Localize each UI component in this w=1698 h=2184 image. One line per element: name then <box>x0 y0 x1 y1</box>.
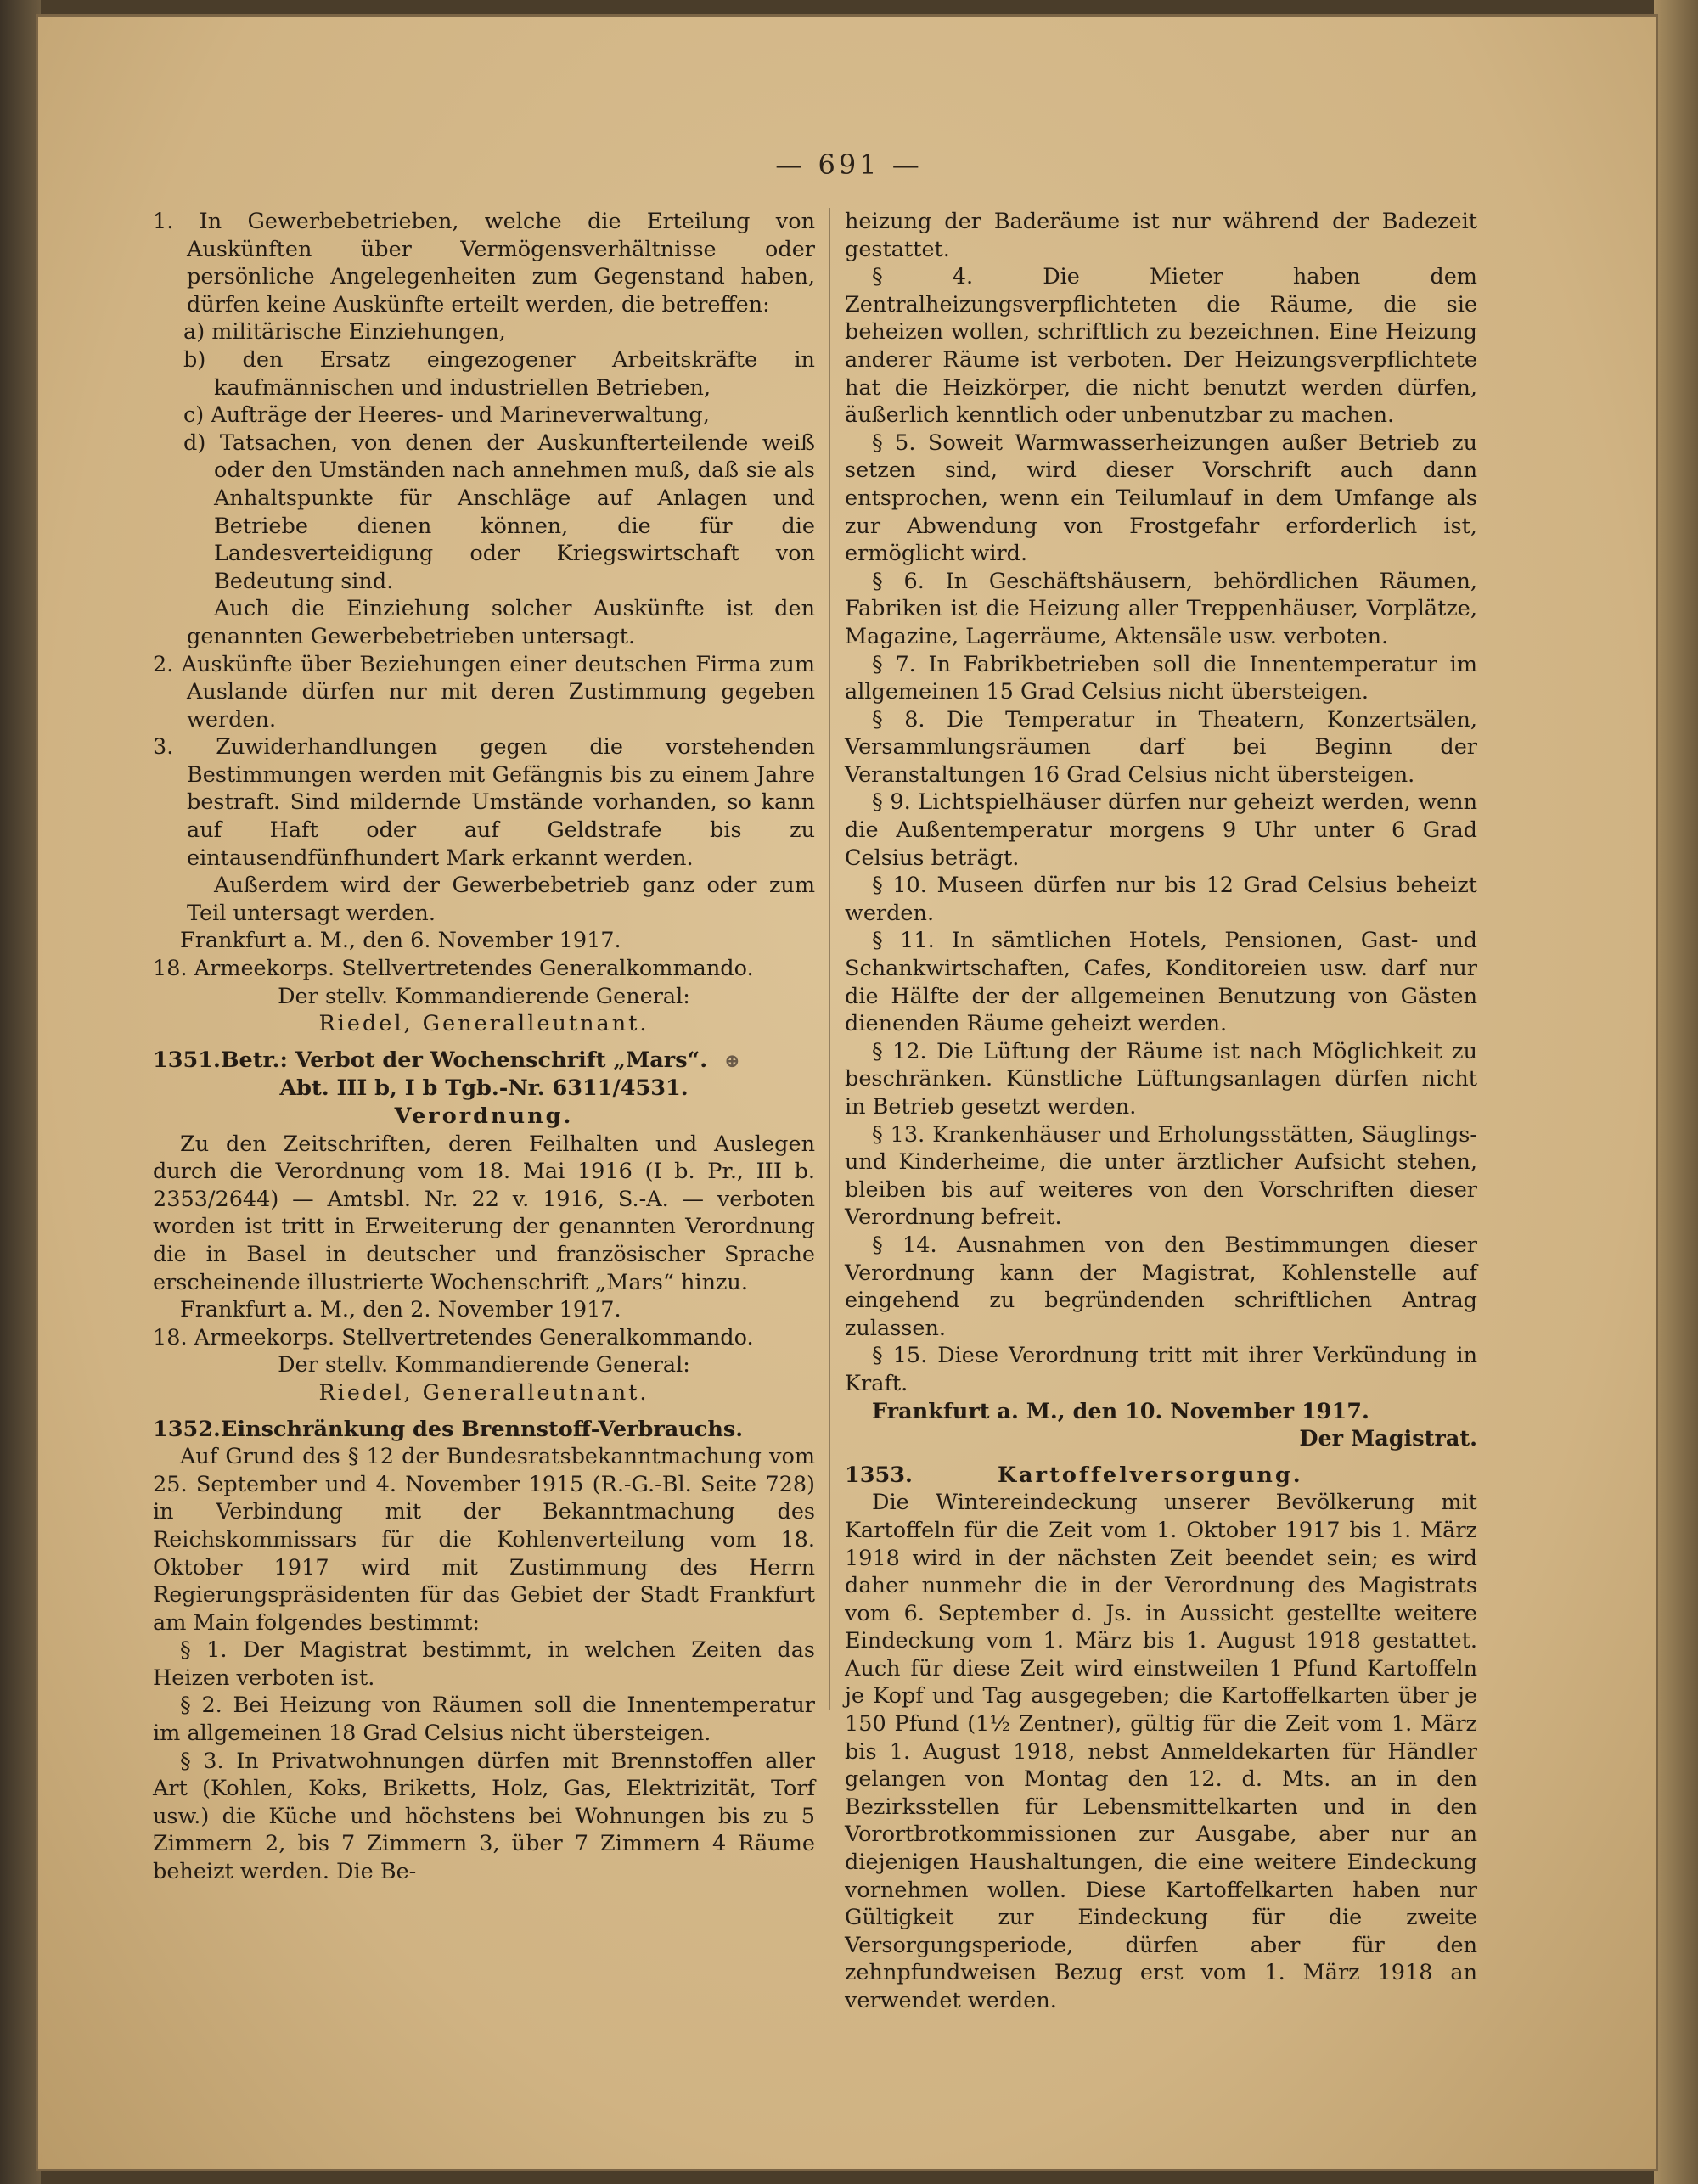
place-date-2: Frankfurt a. M., den 2. November 1917. <box>180 1297 621 1323</box>
paragraph-1353: Die Wintereindeckung unserer Bevölkerung mit Kartoffeln für die Zeit vom 1. Oktober 1917 bis 1. März 1918 wird in der nächsten Zeit beendet sein; es wird daher nunmehr die in der Verordnung des Magistrats vom 6. September d. Js. in Aussicht gestellte weitere Eindeckung vom 1. März bis 1. August 1918 gestattet. Auch für diese Zeit wird einstweilen 1 Pfund Kartoffeln je Kopf und Tag ausgegeben; die Kartoffelkarten über je 150 Pfund (1½ Zentner), gültig für die Zeit vom 1. März bis 1. August 1918, nebst Anmeldekarten für Händler gelangen von Montag den 12. d. Mts. an in den Bezirksstellen für Lebensmittelkarten und in den Vorortbrotkommissionen zur Ausgabe, aber nur an diejenigen Haushaltungen, die eine weitere Eindeckung vornehmen wollen. Diese Kartoffelkarten haben nur Gültigkeit zur Eindeckung für die zweite Versorgungsperiode, dürfen aber für den zehnpfundweisen Bezug erst vom 1. März 1918 an verwendet werden. <box>845 1490 1477 2013</box>
corps-line-1: 18. Armeekorps. Stellvertretendes Generalkommando. <box>153 956 754 982</box>
section-11: § 11. In sämtlichen Hotels, Pensionen, Gast- und Schankwirtschaften, Cafes, Konditoreien usw. darf nur die Hälfte der der allgemeinen Benutzung von Gästen dienenden Räume geheizt werden. <box>845 928 1477 1037</box>
page-number: — 691 — <box>775 149 923 181</box>
section-7: § 7. In Fabrikbetrieben soll die Innentemperatur im allgemeinen 15 Grad Celsius nicht übersteigen. <box>845 651 1477 705</box>
column-divider <box>829 208 830 1710</box>
section-1: § 1. Der Magistrat bestimmt, in welchen Zeiten das Heizen verboten ist. <box>153 1637 815 1691</box>
left-column <box>153 208 815 1886</box>
corps-line-2: 18. Armeekorps. Stellvertretendes Generalkommando. <box>153 1324 754 1350</box>
item-b: b) den Ersatz eingezogener Arbeitskräfte in kaufmännischen und industriellen Betrieben, <box>183 346 815 401</box>
signature-1: Riedel, Generalleutnant. <box>318 1011 649 1037</box>
section-14: § 14. Ausnahmen von den Bestimmungen dieser Verordnung kann der Magistrat, Kohlenstelle auf eingehend zu begründenden schriftlichen Antrag zulassen. <box>845 1232 1477 1341</box>
general-line-1: Der stellv. Kommandierende General: <box>278 983 690 1009</box>
section-8: § 8. Die Temperatur in Theatern, Konzertsälen, Versammlungsräumen darf bei Beginn der Veranstaltungen 16 Grad Celsius nicht übersteigen. <box>845 706 1477 788</box>
heading-1352-title: Einschränkung des Brennstoff-Verbrauchs. <box>221 1416 744 1442</box>
item-d: d) Tatsachen, von denen der Auskunfterteilende weiß oder den Umständen nach annehmen muß, daß sie als Anhaltspunkte für Anschläge auf Anlagen und Betriebe dienen können, die für die Landesverteidigung oder Kriegswirtschaft von Bedeutung sind. <box>183 430 815 594</box>
section-6: § 6. In Geschäftshäusern, behördlichen Räumen, Fabriken ist die Heizung aller Treppenhäuser, Vorplätze, Magazine, Lagerräume, Aktensäle usw. verboten. <box>845 568 1477 649</box>
book-spine <box>0 0 41 2184</box>
verordnung-title: Verordnung. <box>394 1103 574 1129</box>
paragraph-1: 1. In Gewerbebetrieben, welche die Erteilung von Auskünften über Vermögensverhältnisse oder persönliche Angelegenheiten zum Gegenstand haben, dürfen keine Auskünfte erteilt werden, die betreffen: <box>153 209 815 317</box>
section-2: § 2. Bei Heizung von Räumen soll die Innentemperatur im allgemeinen 18 Grad Celsius nicht übersteigen. <box>153 1693 815 1747</box>
general-line-2: Der stellv. Kommandierende General: <box>278 1352 690 1378</box>
section-15: § 15. Diese Verordnung tritt mit ihrer Verkündung in Kraft. <box>845 1343 1477 1396</box>
paragraph-3-note: Außerdem wird der Gewerbebetrieb ganz oder zum Teil untersagt werden. <box>187 873 815 926</box>
section-3: § 3. In Privatwohnungen dürfen mit Brennstoffen aller Art (Kohlen, Koks, Briketts, Holz, Gas, Elektrizität, Torf usw.) die Küche und höchstens bei Wohnungen bis zu 5 Zimmern 2, bis 7 Zimmern 3, über 7 Zimmern 4 Räume beheizt werden. Die Be- <box>153 1748 815 1885</box>
paragraph-1-note: Auch die Einziehung solcher Auskünfte ist den genannten Gewerbebetrieben untersagt. <box>187 596 815 649</box>
heading-1351-title: Betr.: Verbot der Wochenschrift „Mars“. <box>221 1047 708 1073</box>
place-date-3: Frankfurt a. M., den 10. November 1917. <box>872 1398 1369 1424</box>
heading-1351-number: 1351. <box>153 1047 221 1073</box>
paragraph-3: 3. Zuwiderhandlungen gegen die vorstehenden Bestimmungen werden mit Gefängnis bis zu einem Jahre bestraft. Sind mildernde Umstände vorhanden, so kann auf Haft oder auf Geldstrafe bis zu eintausendfünfhundert Mark erkannt werden. <box>153 734 815 871</box>
place-date-1: Frankfurt a. M., den 6. November 1917. <box>180 928 621 954</box>
reference-1351: Abt. III b, I b Tgb.-Nr. 6311/4531. <box>279 1075 689 1102</box>
section-12: § 12. Die Lüftung der Räume ist nach Möglichkeit zu beschränken. Künstliche Lüftungsanlagen dürfen nicht in Betrieb gesetzt werden. <box>845 1038 1477 1120</box>
heading-1353-title: Kartoffelversorgung. <box>998 1462 1303 1488</box>
item-a: a) militärische Einziehungen, <box>183 319 506 345</box>
signature-2: Riedel, Generalleutnant. <box>318 1379 649 1406</box>
heading-1353 <box>845 1462 1477 1490</box>
paragraph-2: 2. Auskünfte über Beziehungen einer deutschen Firma zum Auslande dürfen nur mit deren Zustimmung gegeben werden. <box>153 651 815 733</box>
page-edge <box>1654 0 1698 2184</box>
heading-1351 <box>153 1047 815 1075</box>
paragraph-1352: Auf Grund des § 12 der Bundesratsbekanntmachung vom 25. September und 4. November 1915 (R.-G.-Bl. Seite 728) in Verbindung mit der Bekanntmachung des Reichskommissars für die Kohlenverteilung vom 18. Oktober 1917 wird mit Zustimmung des Herrn Regierungspräsidenten für das Gebiet der Stadt Frankfurt am Main folgendes bestimmt: <box>153 1444 815 1636</box>
paragraph-1351: Zu den Zeitschriften, deren Feilhalten und Auslegen durch die Verordnung vom 18. Mai 1916 (I b. Pr., III b. 2353/2644) — Amtsbl. Nr. 22 v. 1916, S.-A. — verboten worden ist tritt in Erweiterung der genannten Verordnung die in Basel in deutscher und französischer Sprache erscheinende illustrierte Wochenschrift „Mars“ hinzu. <box>153 1131 815 1295</box>
heading-1352-number: 1352. <box>153 1416 221 1442</box>
stamp-icon: ⊕ <box>724 1049 740 1072</box>
signature-3: Der Magistrat. <box>1299 1426 1477 1452</box>
section-5: § 5. Soweit Warmwasserheizungen außer Betrieb zu setzen sind, wird dieser Vorschrift auch dann entsprochen, wenn ein Teilumlauf in dem Umfange als zur Abwendung von Frostgefahr erforderlich ist, ermöglicht wird. <box>845 430 1477 567</box>
right-column <box>845 208 1477 2015</box>
section-4: § 4. Die Mieter haben dem Zentralheizungsverpflichteten die Räume, die sie beheizen wollen, schriftlich zu bezeichnen. Eine Heizung anderer Räume ist verboten. Der Heizungsverpflichtete hat die Heizkörper, die nicht benutzt werden dürfen, äußerlich kenntlich oder unbenutzbar zu machen. <box>845 264 1477 429</box>
section-9: § 9. Lichtspielhäuser dürfen nur geheizt werden, wenn die Außentemperatur morgens 9 Uhr unter 6 Grad Celsius beträgt. <box>845 789 1477 871</box>
heading-1353-number: 1353. <box>845 1462 913 1488</box>
section-10: § 10. Museen dürfen nur bis 12 Grad Celsius beheizt werden. <box>845 873 1477 926</box>
section-13: § 13. Krankenhäuser und Erholungsstätten, Säuglings- und Kinderheime, die unter ärztlicher Aufsicht stehen, bleiben bis auf weiteres von den Vorschriften dieser Verordnung befreit. <box>845 1121 1477 1231</box>
item-c: c) Aufträge der Heeres- und Marineverwaltung, <box>183 402 710 429</box>
section-3-continued: heizung der Baderäume ist nur während der Badezeit gestattet. <box>845 209 1477 262</box>
heading-1352 <box>153 1416 815 1444</box>
